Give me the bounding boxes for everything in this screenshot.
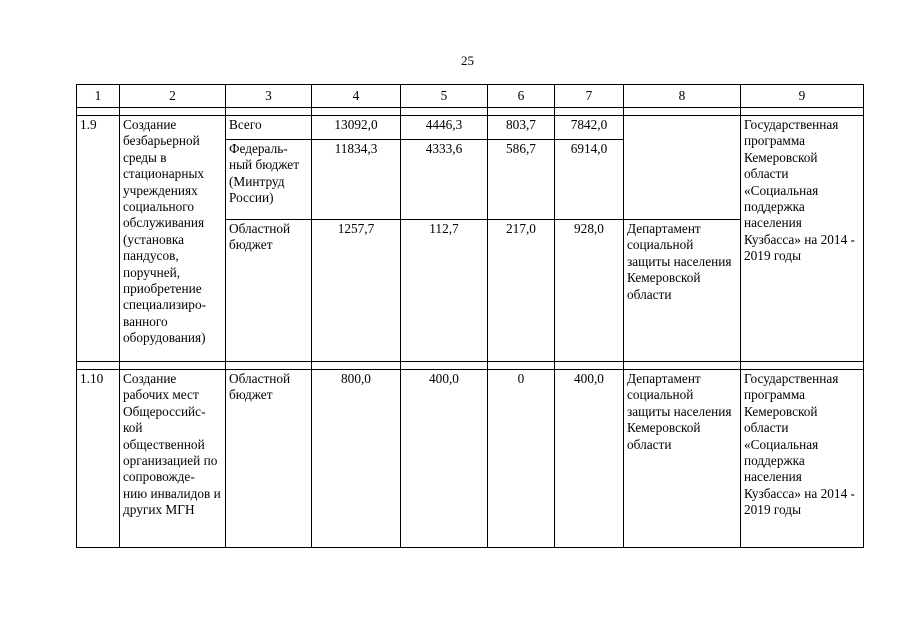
budget-table	[76, 84, 864, 548]
header-col-6: 6	[488, 85, 555, 108]
spacer-row	[77, 108, 864, 116]
value-col-4: 11834,3	[312, 140, 401, 220]
header-col-5: 5	[401, 85, 488, 108]
program: Государственная программа Кемеровской области «Социальная поддержка населения Кузбасса» на 2014 - 2019 годы	[741, 116, 864, 362]
funding-source: Областной бюджет	[226, 220, 312, 362]
value-col-6: 803,7	[488, 116, 555, 140]
value-col-6: 217,0	[488, 220, 555, 362]
page-number: 25	[461, 53, 474, 68]
header-col-3: 3	[226, 85, 312, 108]
row-number: 1.10	[77, 370, 120, 548]
header-col-1: 1	[77, 85, 120, 108]
executor	[624, 116, 741, 220]
value-col-5: 400,0	[401, 370, 488, 548]
funding-source: Всего	[226, 116, 312, 140]
value-col-5: 4333,6	[401, 140, 488, 220]
program: Государственная программа Кемеровской области «Социальная поддержка населения Кузбасса» на 2014 - 2019 годы	[741, 370, 864, 548]
executor: Департамент социальной защиты населения Кемеровской области	[624, 220, 741, 362]
header-col-2: 2	[120, 85, 226, 108]
table-row	[77, 370, 864, 548]
value-col-4: 13092,0	[312, 116, 401, 140]
header-col-4: 4	[312, 85, 401, 108]
value-col-7: 7842,0	[555, 116, 624, 140]
funding-source: Областной бюджет	[226, 370, 312, 548]
value-col-6: 0	[488, 370, 555, 548]
value-col-4: 800,0	[312, 370, 401, 548]
header-col-9: 9	[741, 85, 864, 108]
value-col-4: 1257,7	[312, 220, 401, 362]
row-number: 1.9	[77, 116, 120, 362]
measure-name: Создание безбарьерной среды в стационарных учреждениях социального обслуживания (установка пандусов, поручней, приобретение специализиро- ванного оборудования)	[120, 116, 226, 362]
measure-name: Создание рабочих мест Общероссийс- кой общественной организацией по сопровожде- нию инвалидов и других МГН	[120, 370, 226, 548]
value-col-7: 928,0	[555, 220, 624, 362]
executor: Департамент социальной защиты населения Кемеровской области	[624, 370, 741, 548]
header-col-7: 7	[555, 85, 624, 108]
table-row	[77, 116, 864, 140]
value-col-5: 112,7	[401, 220, 488, 362]
value-col-7: 6914,0	[555, 140, 624, 220]
spacer-row	[77, 362, 864, 370]
value-col-5: 4446,3	[401, 116, 488, 140]
header-row	[77, 85, 864, 108]
header-col-8: 8	[624, 85, 741, 108]
funding-source: Федераль- ный бюджет (Минтруд России)	[226, 140, 312, 220]
value-col-6: 586,7	[488, 140, 555, 220]
value-col-7: 400,0	[555, 370, 624, 548]
